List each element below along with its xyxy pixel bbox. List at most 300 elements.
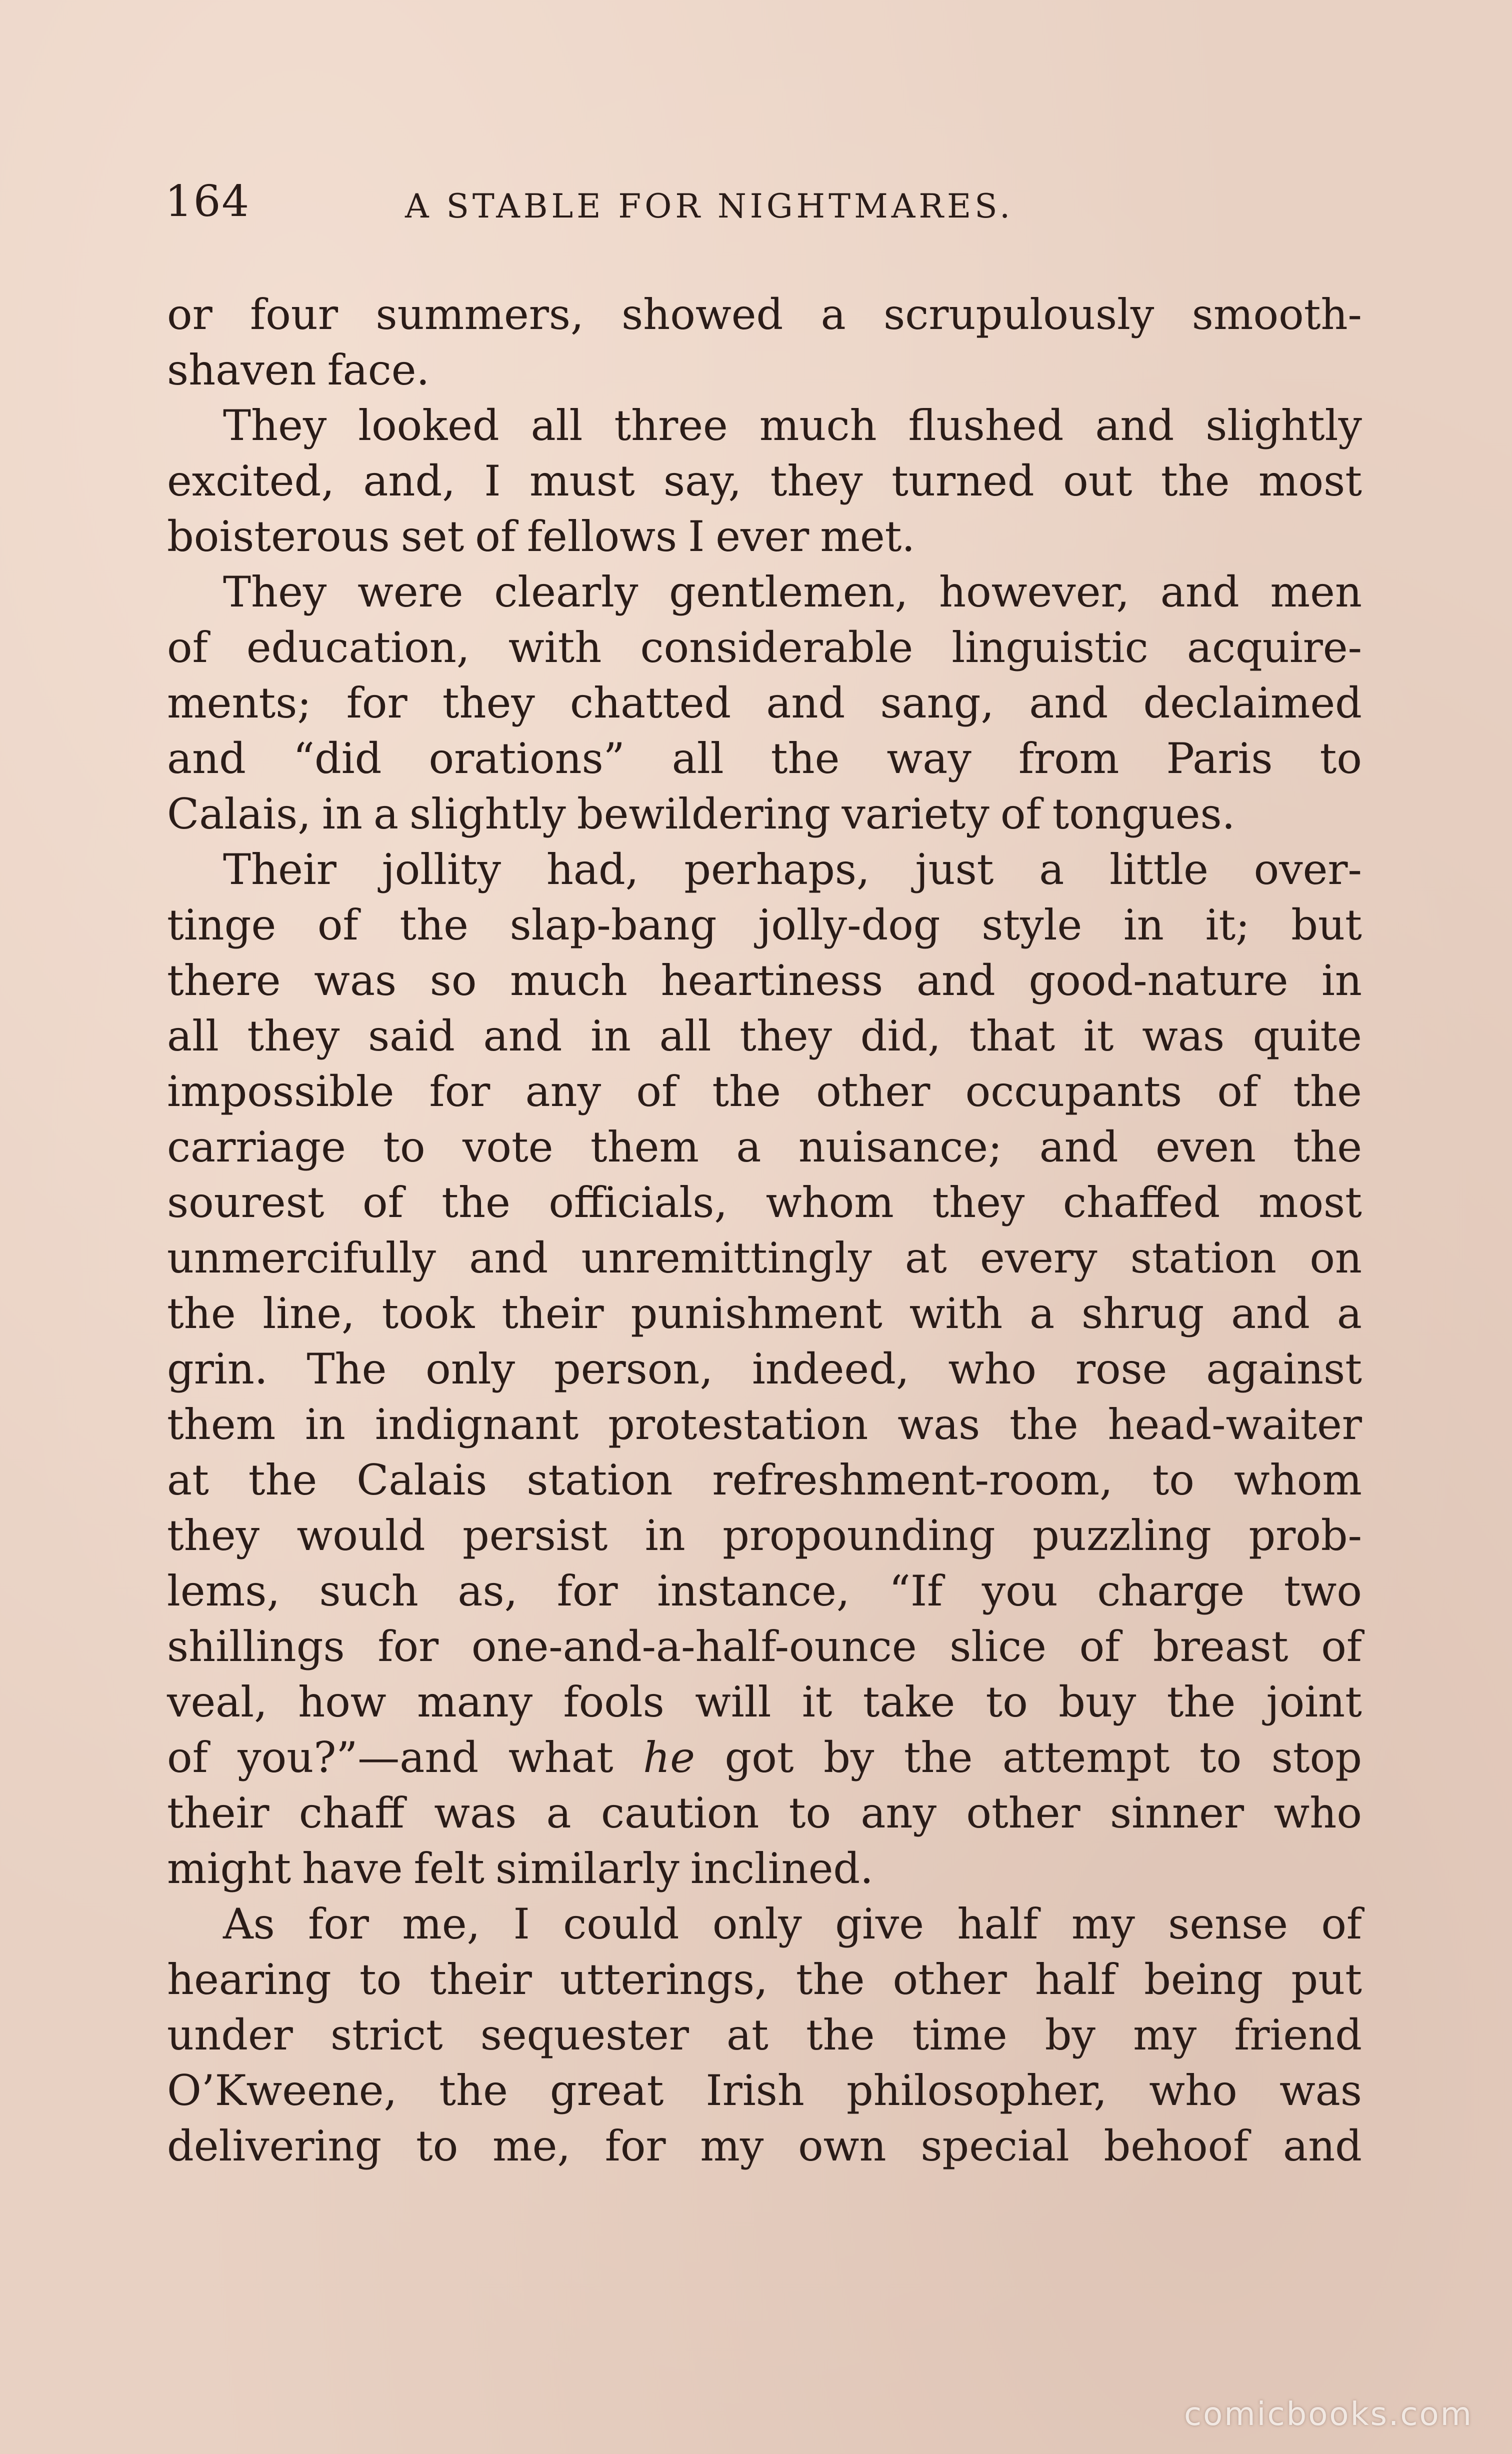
word: a: [546, 1788, 572, 1838]
word: fellows: [526, 512, 678, 561]
word: a: [820, 290, 846, 339]
word: they: [442, 678, 535, 728]
word: charge: [1097, 1566, 1245, 1616]
word: for: [429, 1067, 490, 1116]
word: Irish: [706, 2066, 804, 2115]
word: would: [296, 1511, 426, 1560]
word: how: [298, 1678, 386, 1726]
word: delivering: [167, 2122, 382, 2170]
word: and: [469, 1234, 548, 1282]
word: rose: [1075, 1344, 1168, 1394]
word: line,: [262, 1289, 355, 1338]
word: at: [167, 1456, 209, 1504]
text-line: [167, 342, 1362, 398]
word: philosopher,: [846, 2066, 1108, 2115]
word: it;: [1205, 900, 1250, 950]
word: my: [700, 2122, 764, 2170]
word: to: [383, 1122, 426, 1172]
word: other: [816, 1067, 930, 1116]
word: for: [556, 1566, 618, 1616]
word: in: [322, 790, 362, 838]
word: of: [167, 623, 208, 672]
word: slice: [950, 1622, 1046, 1671]
word: good-nature: [1028, 956, 1288, 1005]
word: must: [530, 456, 635, 506]
word: chaffed: [1062, 1178, 1220, 1227]
text-line: [167, 1175, 1362, 1230]
word: all: [659, 1012, 712, 1060]
word: flushed: [908, 401, 1064, 450]
word: “If: [889, 1566, 943, 1616]
word: they: [740, 1012, 832, 1060]
word: refreshment-room,: [712, 1456, 1113, 1504]
word: did,: [860, 1012, 941, 1060]
word: was: [1279, 2066, 1362, 2115]
word: by: [1044, 2010, 1096, 2060]
word: and: [483, 1012, 562, 1060]
word: it: [1083, 1012, 1114, 1060]
word: the: [1293, 1067, 1362, 1116]
word: and: [1039, 1122, 1118, 1172]
word: way: [886, 734, 972, 783]
word: puzzling: [1032, 1511, 1212, 1560]
word: was: [1142, 1012, 1225, 1060]
word: and: [1029, 678, 1108, 728]
word: the: [442, 1178, 510, 1227]
word: for: [604, 2122, 666, 2170]
running-head: [165, 169, 1365, 234]
word: out: [1063, 456, 1132, 506]
body-text: [167, 287, 1362, 2174]
text-line: [167, 1508, 1362, 1564]
word: of: [1217, 1067, 1258, 1116]
word: every: [980, 1234, 1098, 1282]
word: over-: [1254, 845, 1362, 894]
word: instance,: [657, 1566, 850, 1616]
text-line: [167, 1619, 1362, 1674]
word: of: [1321, 1900, 1362, 1948]
word: put: [1291, 1955, 1362, 2004]
word: Calais: [356, 1456, 488, 1504]
word: chatted: [570, 678, 732, 728]
word: of: [1079, 1622, 1120, 1671]
word: men: [1270, 568, 1362, 616]
word: impossible: [167, 1067, 394, 1116]
word: little: [1110, 845, 1208, 894]
word: sequester: [480, 2010, 689, 2060]
word: to: [416, 2122, 458, 2170]
word: persist: [462, 1511, 608, 1560]
word: utterings,: [560, 1955, 768, 2004]
watermark: comicbooks.com: [1184, 2396, 1473, 2433]
word: of: [1000, 790, 1042, 838]
word: me,: [402, 1900, 480, 1948]
word: their: [430, 1955, 532, 2004]
word: to: [1320, 734, 1362, 783]
word: breast: [1152, 1622, 1288, 1671]
word: at: [726, 2010, 768, 2060]
word: the: [1166, 1678, 1236, 1726]
word: summers,: [376, 290, 584, 339]
word: their: [167, 1788, 270, 1838]
word: said: [368, 1012, 455, 1060]
word: slightly: [410, 790, 566, 838]
text-line: [167, 1674, 1362, 1730]
word: great: [550, 2066, 664, 2115]
word: caution: [600, 1788, 760, 1838]
word: excited,: [167, 456, 334, 506]
word: They: [223, 401, 327, 450]
word: to: [1199, 1733, 1242, 1782]
word: he: [643, 1733, 695, 1782]
text-line: [167, 1841, 1362, 1896]
word: got: [724, 1733, 794, 1782]
word: officials,: [548, 1178, 728, 1227]
word: the: [1160, 456, 1230, 506]
word: sense: [1168, 1900, 1288, 1948]
word: to: [1152, 1456, 1194, 1504]
word: looked: [358, 401, 500, 450]
word: with: [909, 1289, 1003, 1338]
word: boisterous: [167, 512, 390, 561]
word: strict: [330, 2010, 443, 2060]
word: being: [1144, 1955, 1264, 2004]
word: could: [563, 1900, 680, 1948]
word: under: [167, 2010, 293, 2060]
word: slightly: [1206, 401, 1362, 450]
word: so: [430, 956, 477, 1005]
word: and: [1160, 568, 1240, 616]
word: might: [167, 1844, 292, 1893]
word: just: [915, 845, 994, 894]
word: only: [426, 1344, 516, 1394]
word: face.: [327, 346, 430, 394]
word: slap-bang: [510, 900, 717, 950]
text-line: [167, 676, 1362, 731]
word: for: [308, 1900, 369, 1948]
word: even: [1156, 1122, 1256, 1172]
word: to: [788, 1788, 832, 1838]
word: similarly: [495, 1844, 680, 1893]
word: three: [614, 401, 728, 450]
word: most: [1258, 456, 1362, 506]
word: who: [1274, 1788, 1362, 1838]
word: they: [932, 1178, 1025, 1227]
word: and: [1231, 1289, 1310, 1338]
word: Their: [223, 845, 336, 894]
word: nuisance;: [798, 1122, 1002, 1172]
text-line: [167, 564, 1362, 620]
word: any: [525, 1067, 602, 1116]
word: have: [302, 1844, 403, 1893]
word: of: [167, 1733, 208, 1782]
word: They: [223, 568, 327, 616]
word: my: [1133, 2010, 1197, 2060]
word: but: [1291, 900, 1362, 950]
text-line: [167, 898, 1362, 953]
word: I: [484, 456, 501, 506]
word: friend: [1234, 2010, 1362, 2060]
word: that: [969, 1012, 1056, 1060]
word: the: [400, 900, 468, 950]
text-line: [167, 454, 1362, 509]
word: style: [982, 900, 1082, 950]
word: tongues.: [1052, 790, 1236, 838]
word: the: [1293, 1122, 1362, 1172]
word: punishment: [630, 1289, 882, 1338]
word: my: [1071, 1900, 1135, 1948]
word: was: [434, 1788, 517, 1838]
word: unmercifully: [167, 1234, 436, 1282]
word: took: [382, 1289, 475, 1338]
word: it: [802, 1678, 832, 1726]
word: one-and-a-half-ounce: [471, 1622, 917, 1671]
text-line: [167, 2063, 1362, 2118]
word: them: [167, 1400, 276, 1449]
word: indeed,: [752, 1344, 910, 1394]
word: such: [319, 1566, 418, 1616]
word: jolly-dog: [758, 900, 940, 950]
word: grin.: [167, 1344, 268, 1394]
word: I: [513, 1900, 530, 1948]
word: I: [688, 512, 705, 561]
word: stop: [1271, 1733, 1362, 1782]
word: Paris: [1166, 734, 1273, 783]
word: they: [167, 1511, 260, 1560]
word: a: [736, 1122, 762, 1172]
word: time: [912, 2010, 1008, 2060]
word: linguistic: [952, 623, 1148, 672]
word: you?”—and: [238, 1733, 479, 1782]
text-line: [167, 620, 1362, 676]
word: the: [796, 1955, 865, 2004]
word: scrupulously: [884, 290, 1154, 339]
word: the: [1010, 1400, 1078, 1449]
word: other: [966, 1788, 1080, 1838]
word: felt: [414, 1844, 484, 1893]
word: only: [712, 1900, 802, 1948]
word: take: [862, 1678, 956, 1726]
text-line: [167, 2118, 1362, 2174]
word: jollity: [382, 845, 502, 894]
text-line: [167, 1064, 1362, 1120]
text-line: [167, 786, 1362, 842]
word: to: [986, 1678, 1028, 1726]
word: heartiness: [660, 956, 884, 1005]
word: smooth-: [1192, 290, 1362, 339]
word: much: [759, 401, 877, 450]
word: special: [920, 2122, 1070, 2170]
word: education,: [246, 623, 470, 672]
word: or: [167, 290, 212, 339]
word: head-waiter: [1108, 1400, 1362, 1449]
word: half: [957, 1900, 1038, 1948]
word: perhaps,: [684, 845, 870, 894]
word: fools: [563, 1678, 664, 1726]
word: occupants: [965, 1067, 1182, 1116]
word: shrug: [1082, 1289, 1204, 1338]
word: sang,: [880, 678, 994, 728]
word: as,: [458, 1566, 518, 1616]
word: hearing: [167, 1955, 332, 2004]
text-line: [167, 1952, 1362, 2008]
word: variety: [842, 790, 990, 838]
word: turned: [892, 456, 1034, 506]
text-line: [167, 1230, 1362, 1286]
word: unremittingly: [581, 1234, 872, 1282]
word: tinge: [167, 900, 276, 950]
word: and: [1095, 401, 1174, 450]
word: set: [400, 512, 464, 561]
word: declaimed: [1143, 678, 1362, 728]
word: who: [948, 1344, 1036, 1394]
word: for: [378, 1622, 439, 1671]
word: all: [167, 1012, 219, 1060]
word: they: [247, 1012, 340, 1060]
word: the: [248, 1456, 318, 1504]
word: propounding: [722, 1511, 996, 1560]
text-line: [167, 842, 1362, 898]
word: in: [305, 1400, 346, 1449]
word: most: [1258, 1178, 1362, 1227]
word: orations”: [428, 734, 625, 783]
word: a: [1039, 845, 1064, 894]
word: and: [916, 956, 996, 1005]
word: station: [1130, 1234, 1277, 1282]
word: for: [346, 678, 408, 728]
word: “did: [293, 734, 382, 783]
word: the: [167, 1289, 236, 1338]
text-line: [167, 509, 1362, 564]
text-line: [167, 1786, 1362, 1841]
word: protestation: [608, 1400, 868, 1449]
word: station: [526, 1456, 673, 1504]
word: bewildering: [576, 790, 831, 838]
word: O’Kweene,: [167, 2066, 398, 2115]
word: much: [510, 956, 628, 1005]
word: Calais,: [167, 790, 311, 838]
word: chaff: [298, 1788, 404, 1838]
word: in: [644, 1511, 686, 1560]
text-line: [167, 287, 1362, 342]
word: ments;: [167, 678, 312, 728]
word: a: [373, 790, 399, 838]
text-line: [167, 953, 1362, 1008]
word: say,: [664, 456, 742, 506]
word: of: [636, 1067, 678, 1116]
word: and: [766, 678, 846, 728]
word: what: [508, 1733, 614, 1782]
text-line: [167, 2008, 1362, 2063]
word: and: [167, 734, 246, 783]
word: gentlemen,: [669, 568, 908, 616]
text-line: [167, 1342, 1362, 1397]
word: other: [892, 1955, 1007, 2004]
word: indignant: [374, 1400, 579, 1449]
word: whom: [766, 1178, 894, 1227]
word: half: [1034, 1955, 1116, 2004]
word: and,: [363, 456, 456, 506]
text-line: [167, 1730, 1362, 1786]
text-line: [167, 1008, 1362, 1064]
text-line: [167, 1564, 1362, 1619]
word: by: [824, 1733, 874, 1782]
word: of: [317, 900, 358, 950]
text-line: [167, 1120, 1362, 1175]
word: had,: [546, 845, 639, 894]
word: was: [314, 956, 397, 1005]
word: in: [590, 1012, 632, 1060]
text-line: [167, 1452, 1362, 1508]
word: ever: [716, 512, 810, 561]
word: two: [1284, 1566, 1362, 1616]
word: give: [835, 1900, 924, 1948]
word: person,: [554, 1344, 714, 1394]
word: a: [1336, 1289, 1362, 1338]
word: however,: [938, 568, 1130, 616]
word: carriage: [167, 1122, 346, 1172]
word: buy: [1058, 1678, 1136, 1726]
word: and: [1282, 2122, 1362, 2170]
word: them: [590, 1122, 700, 1172]
word: all: [672, 734, 724, 783]
word: were: [358, 568, 464, 616]
word: all: [530, 401, 583, 450]
word: any: [860, 1788, 937, 1838]
word: inclined.: [690, 1844, 874, 1893]
text-line: [167, 731, 1362, 786]
word: considerable: [640, 623, 914, 672]
word: will: [695, 1678, 772, 1726]
word: was: [898, 1400, 980, 1449]
word: shaven: [167, 346, 316, 394]
word: sourest: [167, 1178, 324, 1227]
word: met.: [820, 512, 916, 561]
word: of: [362, 1178, 404, 1227]
word: vote: [462, 1122, 554, 1172]
word: the: [806, 2010, 875, 2060]
word: to: [359, 1955, 402, 2004]
word: from: [1018, 734, 1120, 783]
word: their: [502, 1289, 604, 1338]
text-line: [167, 1397, 1362, 1452]
word: attempt: [1002, 1733, 1170, 1782]
word: me,: [492, 2122, 571, 2170]
word: the: [439, 2066, 508, 2115]
word: against: [1206, 1344, 1362, 1394]
word: of: [475, 512, 516, 561]
word: there: [167, 956, 281, 1005]
word: a: [1030, 1289, 1055, 1338]
word: As: [223, 1900, 275, 1948]
word: four: [250, 290, 338, 339]
word: veal,: [167, 1678, 268, 1726]
word: quite: [1252, 1012, 1362, 1060]
word: in: [1322, 956, 1362, 1005]
word: the: [712, 1067, 781, 1116]
word: on: [1310, 1234, 1362, 1282]
word: the: [770, 734, 840, 783]
word: in: [1123, 900, 1164, 950]
word: The: [306, 1344, 387, 1394]
word: they: [770, 456, 863, 506]
word: the: [904, 1733, 973, 1782]
text-line: [167, 1286, 1362, 1342]
word: prob-: [1248, 1511, 1362, 1560]
text-line: [167, 1896, 1362, 1952]
word: many: [416, 1678, 533, 1726]
word: shillings: [167, 1622, 345, 1671]
